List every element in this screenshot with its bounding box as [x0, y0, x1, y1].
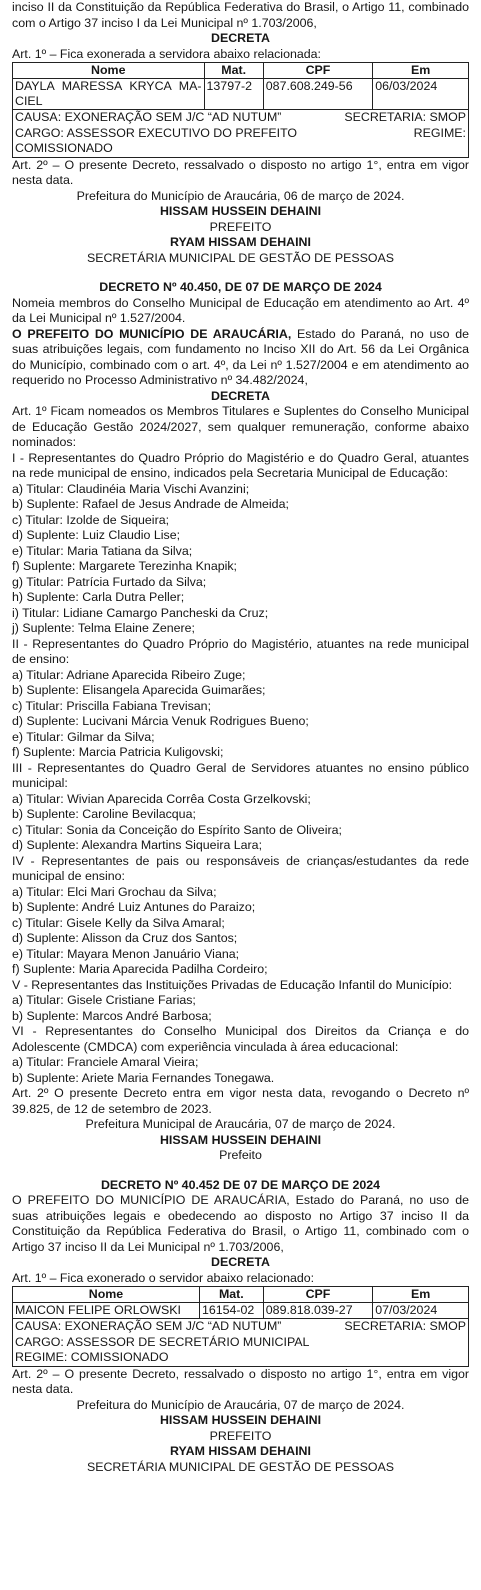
- table-row: [13, 79, 469, 110]
- decree-preamble: O PREFEITO DO MUNICÍPIO DE ARAUCÁRIA, Estado do Paraná, no uso de suas atribuições legais e obedecendo ao disposto no Artigo 37 inciso II da Constituição da República Federativa do Brasil, o Artigo 11, combinado com o Artigo 37 inciso II da Lei Municipal nº 1.703/2006,: [12, 1193, 469, 1254]
- table-header: CPF: [263, 1287, 372, 1303]
- signer-role: PREFEITO: [209, 219, 272, 234]
- article-1: Art. 1º – Fica exonerada a servidora abaixo relacionada:: [12, 46, 321, 61]
- list-item: a) Titular: Elci Mari Grochau da Silva;: [12, 884, 217, 899]
- signer-name: RYAM HISSAM DEHAINI: [170, 1444, 311, 1458]
- table-header: Mat.: [204, 63, 263, 79]
- decree-top: [12, 0, 469, 266]
- list-item: i) Titular: Lidiane Camargo Pancheski da Cruz;: [12, 605, 269, 620]
- list-item: d) Suplente: Alisson da Cruz dos Santos;: [12, 931, 238, 945]
- list-item: e) Titular: Gilmar da Silva;: [12, 729, 155, 744]
- decree-intro: inciso II da Constituição da República Federativa do Brasil, o Artigo 11, combinado com o Artigo 37 inciso I da Lei Municipal nº 1.703/2006,: [12, 0, 469, 30]
- article-1: Art. 1º – Fica exonerado o servidor abaixo relacionado:: [12, 1270, 315, 1285]
- article-2: Art. 2º – O presente Decreto, ressalvado o disposto no artigo 1°, entra em vigor nesta data.: [12, 157, 469, 187]
- table-row: [13, 1303, 469, 1319]
- list-item: b) Suplente: Caroline Bevilacqua;: [12, 807, 196, 821]
- table-header: CPF: [263, 63, 372, 79]
- list-item: h) Suplente: Carla Dutra Peller;: [12, 590, 185, 604]
- decree-ementa: Nomeia membros do Conselho Municipal de Educação em atendimento ao Art. 4º da Lei Municipal nº 1.527/2004.: [12, 295, 469, 325]
- list-item: III - Representantes do Quadro Geral de Servidores atuantes no ensino público municipal:: [12, 760, 469, 790]
- decree-title: DECRETO Nº 40.450, DE 07 DE MARÇO DE 2024: [99, 280, 382, 294]
- table-cell-mat: 16154-02: [199, 1303, 263, 1319]
- members-list: [12, 451, 469, 1087]
- list-item: j) Suplente: Telma Elaine Zenere;: [12, 621, 195, 635]
- details-box: [12, 1319, 469, 1367]
- secretaria-text: SECRETARIA: SMOP: [344, 110, 466, 124]
- list-item: b) Suplente: André Luiz Antunes do Paraizo;: [12, 900, 256, 914]
- table-cell-cpf: 087.608.249-56: [263, 79, 372, 110]
- regime-value: COMISSIONADO: [15, 141, 113, 155]
- list-item: c) Titular: Priscilla Fabiana Trevisan;: [12, 698, 212, 713]
- place-date: Prefeitura do Município de Araucária, 07 de março de 2024.: [76, 1397, 405, 1412]
- decreta-heading: DECRETA: [211, 388, 270, 403]
- details-box: [12, 110, 469, 158]
- list-item: a) Titular: Wivian Aparecida Corrêa Costa Grzelkovski;: [12, 791, 311, 806]
- list-item: a) Titular: Adriane Aparecida Ribeiro Zuge;: [12, 667, 246, 682]
- signer-role: SECRETÁRIA MUNICIPAL DE GESTÃO DE PESSOAS: [86, 250, 395, 265]
- table-header-row: [13, 1287, 469, 1303]
- place-date: Prefeitura Municipal de Araucária, 07 de março de 2024.: [85, 1117, 396, 1131]
- list-item: b) Suplente: Elisangela Aparecida Guimarães;: [12, 683, 266, 697]
- table-header: Em: [373, 63, 469, 79]
- list-item: b) Suplente: Ariete Maria Fernandes Tonegawa.: [12, 1070, 275, 1085]
- list-item: c) Titular: Gisele Kelly da Silva Amaral;: [12, 915, 225, 930]
- article-1: Art. 1º Ficam nomeados os Membros Titulares e Suplentes do Conselho Municipal de Educação Gestão 2024/2027, sem qualquer remuneração, conforme abaixo nominados:: [12, 404, 469, 449]
- article-2: Art. 2º O presente Decreto entra em vigor nesta data, revogando o Decreto nº 39.825, de 12 de setembro de 2023.: [12, 1086, 469, 1116]
- secretaria-text: SECRETARIA: SMOP: [344, 1319, 466, 1333]
- list-item: g) Titular: Patrícia Furtado da Silva;: [12, 574, 207, 589]
- cargo-text: CARGO: ASSESSOR EXECUTIVO DO PREFEITO: [15, 125, 298, 140]
- details-row: [15, 126, 466, 142]
- signer-name: RYAM HISSAM DEHAINI: [170, 235, 311, 249]
- table-cell-date: 06/03/2024: [373, 79, 469, 110]
- list-item: b) Suplente: Marcos André Barbosa;: [12, 1008, 212, 1023]
- cargo-text: CARGO: ASSESSOR DE SECRETÁRIO MUNICIPAL: [15, 1334, 310, 1349]
- list-item: e) Titular: Maria Tatiana da Silva;: [12, 543, 193, 558]
- list-item: c) Titular: Izolde de Siqueira;: [12, 512, 170, 527]
- list-item: b) Suplente: Rafael de Jesus Andrade de Almeida;: [12, 497, 289, 511]
- signer-name: HISSAM HUSSEIN DEHAINI: [159, 1132, 322, 1147]
- table-cell-date: 07/03/2024: [373, 1303, 469, 1319]
- list-item: c) Titular: Sonia da Conceição do Espírito Santo de Oliveira;: [12, 822, 342, 837]
- list-item: a) Titular: Gisele Cristiane Farias;: [12, 993, 196, 1007]
- table-cell-mat: 13797-2: [204, 79, 263, 110]
- article-2: Art. 2º – O presente Decreto, ressalvado o disposto no artigo 1°, entra em vigor nesta data.: [12, 1366, 469, 1396]
- decree-title: DECRETO Nº 40.452 DE 07 DE MARÇO DE 2024: [100, 1177, 381, 1192]
- table-header: Nome: [13, 63, 205, 79]
- decree-40452: [12, 1178, 469, 1476]
- signer-role: Prefeito: [219, 1148, 262, 1162]
- table-cell-name: MAICON FELIPE ORLOWSKI: [13, 1303, 200, 1319]
- list-item: f) Suplente: Marcia Patricia Kuligovski;: [12, 745, 224, 759]
- list-item: f) Suplente: Margarete Terezinha Knapik;: [12, 559, 237, 573]
- preamble-text: Estado do Paraná, no uso de suas atribuições legais, com fundamento no Inciso XII do Art. 56 da Lei Orgânica do Município, combinado com o art. 4º, da Lei nº 1.527/2004 e em atendimento ao requerido no Processo Administrativo nº 34.482/2024,: [12, 326, 470, 387]
- list-item: f) Suplente: Maria Aparecida Padilha Cordeiro;: [12, 962, 268, 976]
- list-item: d) Suplente: Lucivani Márcia Venuk Rodrigues Bueno;: [12, 714, 309, 728]
- table-header: Mat.: [199, 1287, 263, 1303]
- table-header-row: [13, 63, 469, 79]
- servant-table: [12, 62, 469, 110]
- decreta-heading: DECRETA: [211, 1255, 270, 1269]
- causa-text: CAUSA: EXONERAÇÃO SEM J/C “AD NUTUM”: [15, 110, 282, 124]
- details-row: [15, 110, 466, 126]
- list-item: II - Representantes do Quadro Próprio do Magistério, atuantes na rede municipal de ensino:: [12, 636, 469, 666]
- signer-role: SECRETÁRIA MUNICIPAL DE GESTÃO DE PESSOAS: [86, 1459, 395, 1474]
- list-item: V - Representantes das Instituições Privadas de Educação Infantil do Município:: [12, 977, 453, 992]
- regime-label: REGIME:: [413, 125, 466, 140]
- decree-preamble: [12, 327, 469, 389]
- list-item: I - Representantes do Quadro Próprio do Magistério e do Quadro Geral, atuantes na rede municipal de ensino, indicados pela Secretaria Municipal de Educação:: [12, 450, 469, 480]
- regime-text: REGIME: COMISSIONADO: [15, 1350, 169, 1364]
- list-item: d) Suplente: Luiz Claudio Lise;: [12, 528, 181, 542]
- list-item: VI - Representantes do Conselho Municipal dos Direitos da Criança e do Adolescente (CMDCA) com experiência vinculada à área educacional:: [12, 1024, 469, 1054]
- list-item: d) Suplente: Alexandra Martins Siqueira Lara;: [12, 838, 263, 852]
- table-cell-name: DAYLA MARESSA KRYCA MA-CIEL: [13, 79, 205, 110]
- prefeito-bold: O PREFEITO DO MUNICÍPIO DE ARAUCÁRIA,: [12, 326, 292, 341]
- details-row: [15, 1319, 466, 1335]
- servant-table: [12, 1286, 469, 1319]
- table-header: Em: [373, 1287, 469, 1303]
- signer-name: HISSAM HUSSEIN DEHAINI: [159, 204, 322, 218]
- table-cell-cpf: 089.818.039-27: [263, 1303, 372, 1319]
- table-header: Nome: [13, 1287, 200, 1303]
- signer-role: PREFEITO: [209, 1428, 272, 1443]
- list-item: a) Titular: Claudinéia Maria Vischi Avanzini;: [12, 481, 250, 496]
- list-item: IV - Representantes de pais ou responsáveis de crianças/estudantes da rede municipal de ensino:: [12, 853, 469, 883]
- list-item: a) Titular: Franciele Amaral Vieira;: [12, 1055, 199, 1069]
- signer-name: HISSAM HUSSEIN DEHAINI: [159, 1413, 322, 1427]
- decreta-heading: DECRETA: [211, 31, 270, 45]
- decree-40450: [12, 280, 469, 1164]
- list-item: e) Titular: Mayara Menon Januário Viana;: [12, 946, 240, 961]
- causa-text: CAUSA: EXONERAÇÃO SEM J/C “AD NUTUM”: [15, 1319, 282, 1333]
- place-date: Prefeitura do Município de Araucária, 06 de março de 2024.: [76, 188, 405, 203]
